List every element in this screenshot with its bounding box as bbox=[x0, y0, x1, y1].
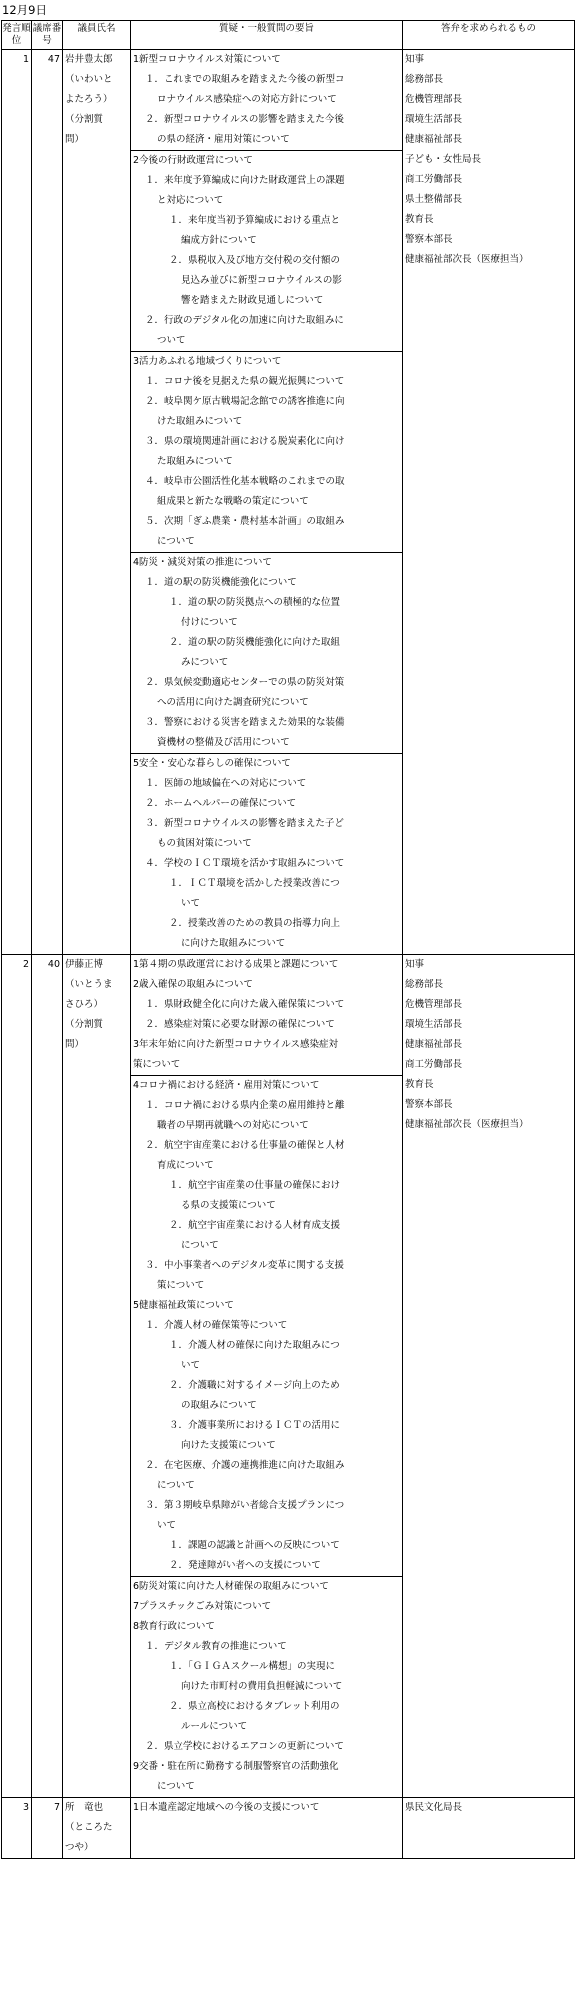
question-line: １．来年度当初予算編成における重点と bbox=[169, 215, 341, 226]
answerer-item: 健康福祉部長 bbox=[405, 1039, 463, 1050]
header-member-name: 議員氏名 bbox=[63, 21, 131, 50]
answerer-item: 子ども・女性局長 bbox=[405, 154, 482, 165]
question-line: １．県財政健全化に向けた歳入確保策について bbox=[145, 999, 345, 1010]
question-line: ルールについて bbox=[181, 1721, 248, 1732]
question-line: もの貧困対策について bbox=[157, 838, 252, 849]
question-line: と対応について bbox=[157, 195, 224, 206]
header-rank: 発言順位 bbox=[2, 21, 32, 50]
member-name: 岩井豊太郎 （いわいと よたろう） （分割質 問） bbox=[63, 50, 131, 955]
question-line: 1日本遺産認定地域への今後の支援について bbox=[133, 1802, 320, 1813]
question-line: について bbox=[181, 1240, 219, 1251]
question-line: 1新型コロナウイルス対策について bbox=[133, 54, 281, 65]
answerer-item: 警察本部長 bbox=[405, 1099, 453, 1110]
question-line: ２．航空宇宙産業における仕事量の確保と人材 bbox=[145, 1140, 345, 1151]
speaking-rank: 1 bbox=[2, 50, 32, 955]
question-summary-cell bbox=[131, 1798, 403, 1859]
question-line: 9交番・駐在所に勤務する制服警察官の活動強化 bbox=[133, 1761, 339, 1772]
question-line: １．デジタル教育の推進について bbox=[145, 1641, 287, 1652]
table-row bbox=[2, 955, 575, 1798]
question-line: １．道の駅の防災拠点への積極的な位置 bbox=[169, 597, 341, 608]
question-line: ２．岐阜関ケ原古戦場記念館での誘客推進に向 bbox=[145, 396, 345, 407]
question-topic bbox=[131, 151, 402, 352]
question-line: ４．学校のＩＣＴ環境を活かす取組みについて bbox=[145, 858, 345, 869]
speaking-rank: 2 bbox=[2, 955, 32, 1798]
question-line: １．道の駅の防災機能強化について bbox=[145, 577, 297, 588]
question-topic bbox=[131, 955, 402, 1076]
question-topic bbox=[131, 754, 402, 954]
question-line: た取組みについて bbox=[157, 456, 233, 467]
answerer-item: 健康福祉部長 bbox=[405, 134, 463, 145]
question-line: ４．岐阜市公園活性化基本戦略のこれまでの取 bbox=[145, 476, 345, 487]
question-line: １．「ＧＩＧＡスクール構想」の実現に bbox=[169, 1661, 336, 1672]
question-line: １．航空宇宙産業の仕事量の確保におけ bbox=[169, 1180, 341, 1191]
question-line: いて bbox=[157, 1520, 177, 1531]
answerer-item: 県土整備部長 bbox=[405, 194, 463, 205]
header-seat: 議席番号 bbox=[32, 21, 63, 50]
question-line: ３．中小事業者へのデジタル変革に関する支援 bbox=[145, 1260, 344, 1271]
answerers-cell bbox=[403, 50, 575, 955]
question-topic bbox=[131, 1798, 402, 1818]
answerer-item: 健康福祉部次長（医療担当） bbox=[405, 1119, 529, 1130]
question-line: 見込み並びに新型コロナウイルスの影 bbox=[181, 275, 342, 286]
question-line: いて bbox=[181, 1360, 201, 1371]
member-name: 伊藤正博 （いとうま さひろ） （分割質 問） bbox=[63, 955, 131, 1798]
question-line: 3年末年始に向けた新型コロナウイルス感染症対 bbox=[133, 1039, 338, 1050]
question-line: 4コロナ禍における経済・雇用対策について bbox=[133, 1080, 320, 1091]
question-line: 向けた市町村の費用負担軽減について bbox=[181, 1681, 343, 1692]
question-line: 2今後の行財政運営について bbox=[133, 155, 253, 166]
question-line: ロナウイルス感染症への対応方針について bbox=[157, 94, 337, 105]
question-line: ２．感染症対策に必要な財源の確保について bbox=[145, 1019, 335, 1030]
seat-number: 47 bbox=[32, 50, 63, 955]
question-line: ３．県の環境関連計画における脱炭素化に向け bbox=[145, 436, 345, 447]
answerer-item: 教育長 bbox=[405, 1079, 434, 1090]
question-schedule-table bbox=[1, 20, 575, 1859]
table-row bbox=[2, 50, 575, 955]
answerer-item: 環境生活部長 bbox=[405, 1019, 463, 1030]
question-topic bbox=[131, 1577, 402, 1797]
question-line: 響を踏まえた財政見通しについて bbox=[181, 295, 324, 306]
question-line: ２．行政のデジタル化の加速に向けた取組みに bbox=[145, 315, 344, 326]
question-line: について bbox=[157, 1480, 195, 1491]
question-line: 6防災対策に向けた人材確保の取組みについて bbox=[133, 1581, 329, 1592]
question-line: ついて bbox=[157, 335, 186, 346]
question-line: ３．第３期岐阜県障がい者総合支援プランにつ bbox=[145, 1500, 345, 1511]
question-line: 3活力あふれる地域づくりについて bbox=[133, 356, 282, 367]
header-answerers: 答弁を求められるもの bbox=[403, 21, 575, 50]
answerer-item: 危機管理部長 bbox=[405, 94, 463, 105]
question-line: ３．警察における災害を踏まえた効果的な装備 bbox=[145, 717, 345, 728]
question-line: 5安全・安心な暮らしの確保について bbox=[133, 758, 291, 769]
question-line: ２．介護職に対するイメージ向上のため bbox=[169, 1380, 340, 1391]
question-line: 編成方針について bbox=[181, 235, 257, 246]
question-line: ２．発達障がい者への支援について bbox=[169, 1560, 321, 1571]
question-line: 育成について bbox=[157, 1160, 214, 1171]
question-line: ３．介護事業所におけるＩＣＴの活用に bbox=[169, 1420, 341, 1431]
question-line: ２．在宅医療、介護の連携推進に向けた取組み bbox=[145, 1460, 345, 1471]
question-line: ２．道の駅の防災機能強化に向けた取組 bbox=[169, 637, 341, 648]
question-line: 資機材の整備及び活用について bbox=[157, 737, 290, 748]
question-line: １．介護人材の確保策等について bbox=[145, 1320, 288, 1331]
question-line: けた取組みについて bbox=[157, 416, 243, 427]
question-line: ２．県気候変動適応センターでの県の防災対策 bbox=[145, 677, 345, 688]
question-line: みについて bbox=[181, 657, 229, 668]
question-line: ２．授業改善のための教員の指導力向上 bbox=[169, 918, 341, 929]
answerer-item: 危機管理部長 bbox=[405, 999, 463, 1010]
table-header-row bbox=[2, 21, 575, 50]
answerer-item: 知事 bbox=[405, 54, 425, 65]
question-line: ２．ホームヘルパーの確保について bbox=[145, 798, 297, 809]
question-line: 2歳入確保の取組みについて bbox=[133, 979, 253, 990]
question-line: る県の支援策について bbox=[181, 1200, 276, 1211]
question-line: 1第４期の県政運営における成果と課題について bbox=[133, 959, 339, 970]
question-line: ２．県税収入及び地方交付税の交付額の bbox=[169, 255, 341, 266]
answerer-item: 総務部長 bbox=[405, 74, 444, 85]
member-name: 所 竜也 （ところた つや） bbox=[63, 1798, 131, 1859]
answerer-item: 商工労働部長 bbox=[405, 174, 463, 185]
answerers-cell bbox=[403, 955, 575, 1798]
question-line: に向けた取組みについて bbox=[181, 938, 286, 949]
question-summary-cell bbox=[131, 50, 403, 955]
answerer-item: 教育長 bbox=[405, 214, 434, 225]
question-line: １．ＩＣＴ環境を活かした授業改善につ bbox=[169, 878, 340, 889]
question-line: １．課題の認識と計画への反映について bbox=[169, 1540, 340, 1551]
question-line: 7プラスチックごみ対策について bbox=[133, 1601, 272, 1612]
question-line: 4防災・減災対策の推進について bbox=[133, 557, 272, 568]
question-line: の県の経済・雇用対策について bbox=[157, 134, 290, 145]
question-line: １．コロナ後を見据えた県の観光振興について bbox=[145, 376, 345, 387]
answerer-item: 警察本部長 bbox=[405, 234, 453, 245]
question-line: ２．県立学校におけるエアコンの更新について bbox=[145, 1741, 344, 1752]
question-topic bbox=[131, 50, 402, 151]
answerer-item: 総務部長 bbox=[405, 979, 444, 990]
question-line: １．これまでの取組みを踏まえた今後の新型コ bbox=[145, 74, 345, 85]
question-line: いて bbox=[181, 898, 201, 909]
question-topic bbox=[131, 352, 402, 553]
question-line: ３．新型コロナウイルスの影響を踏まえた子ど bbox=[145, 818, 344, 829]
question-line: 5健康福祉政策について bbox=[133, 1300, 234, 1311]
speaking-rank: 3 bbox=[2, 1798, 32, 1859]
question-line: 職者の早期再就職への対応について bbox=[157, 1120, 309, 1131]
answerer-item: 商工労働部長 bbox=[405, 1059, 463, 1070]
question-line: ５．次期「ぎふ農業・農村基本計画」の取組み bbox=[145, 516, 345, 527]
table-row bbox=[2, 1798, 575, 1859]
question-line: １．コロナ禍における県内企業の雇用維持と離 bbox=[145, 1100, 345, 1111]
question-line: の取組みについて bbox=[181, 1400, 257, 1411]
question-line: 策について bbox=[157, 1280, 205, 1291]
header-question-summary: 質疑・一般質問の要旨 bbox=[131, 21, 403, 50]
question-line: １．来年度予算編成に向けた財政運営上の課題 bbox=[145, 175, 345, 186]
question-line: 策について bbox=[133, 1059, 181, 1070]
question-line: ２．県立高校におけるタブレット利用の bbox=[169, 1701, 340, 1712]
question-line: について bbox=[157, 536, 195, 547]
question-line: 8教育行政について bbox=[133, 1621, 215, 1632]
question-line: １．介護人材の確保に向けた取組みにつ bbox=[169, 1340, 340, 1351]
question-line: への活用に向けた調査研究について bbox=[157, 697, 309, 708]
question-topic bbox=[131, 553, 402, 754]
question-line: ２．航空宇宙産業における人材育成支援 bbox=[169, 1220, 341, 1231]
question-line: について bbox=[157, 1781, 195, 1792]
seat-number: 7 bbox=[32, 1798, 63, 1859]
answerer-item: 環境生活部長 bbox=[405, 114, 463, 125]
page-date: 12月9日 bbox=[2, 3, 47, 17]
question-line: 向けた支援策について bbox=[181, 1440, 276, 1451]
answerer-item: 知事 bbox=[405, 959, 425, 970]
question-summary-cell bbox=[131, 955, 403, 1798]
question-line: 付けについて bbox=[181, 617, 238, 628]
seat-number: 40 bbox=[32, 955, 63, 1798]
question-line: ２．新型コロナウイルスの影響を踏まえた今後 bbox=[145, 114, 344, 125]
question-line: 組成果と新たな戦略の策定について bbox=[157, 496, 309, 507]
question-line: １．医師の地域偏在への対応について bbox=[145, 778, 307, 789]
answerer-item: 健康福祉部次長（医療担当） bbox=[405, 254, 529, 265]
answerer-item: 県民文化局長 bbox=[405, 1802, 463, 1813]
question-topic bbox=[131, 1076, 402, 1577]
answerers-cell bbox=[403, 1798, 575, 1859]
